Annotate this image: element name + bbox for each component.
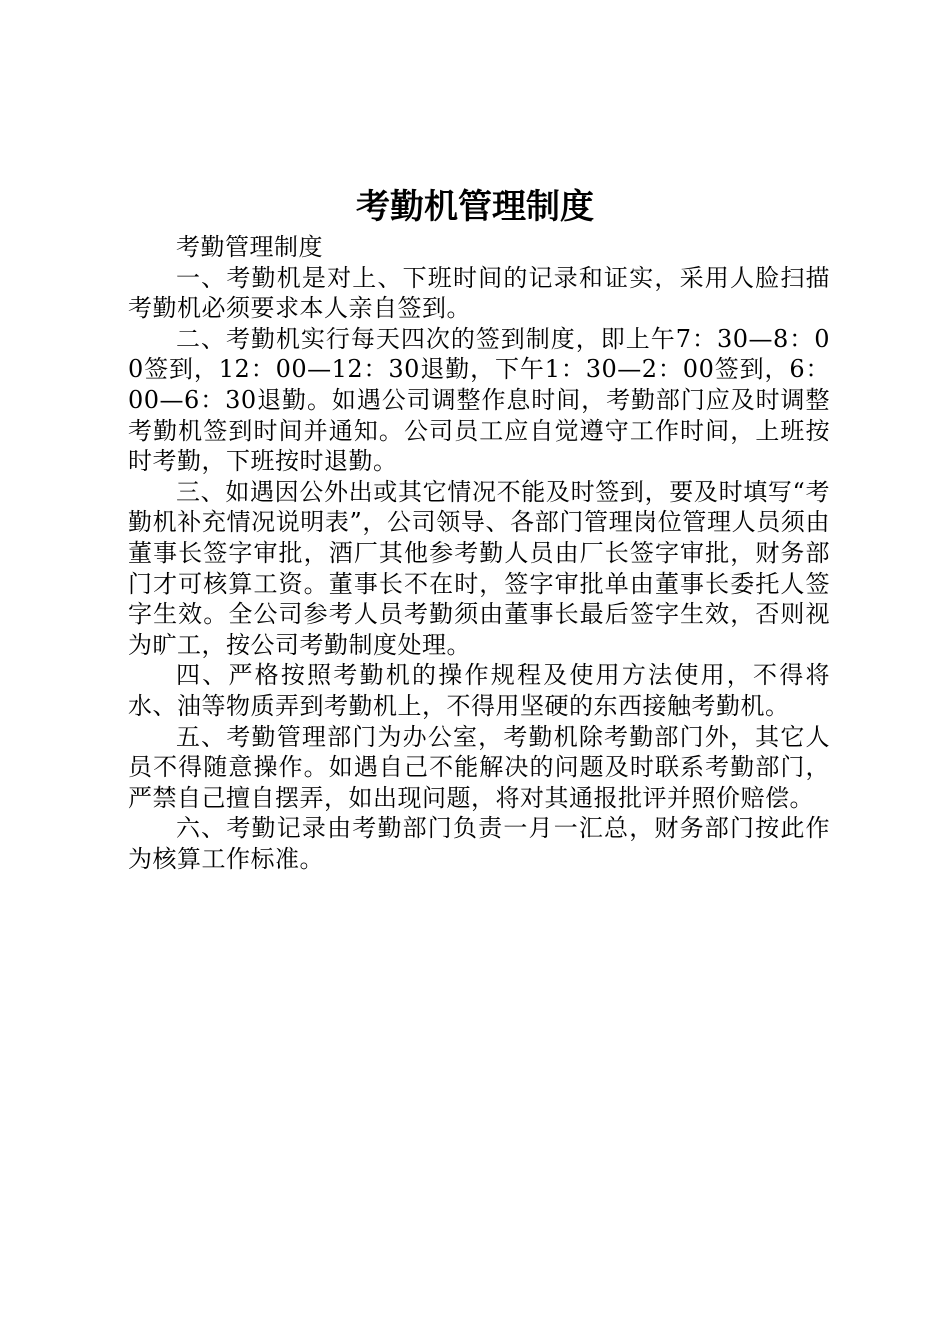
paragraph-heading: 考勤管理制度: [176, 233, 323, 261]
paragraph-rule-1: 一、考勤机是对上、下班时间的记录和证实，采用人脸扫描考勤机必须要求本人亲自签到。: [128, 263, 830, 323]
document-title: 考勤机管理制度: [356, 187, 594, 227]
paragraph-rule-2: 二、考勤机实行每天四次的签到制度，即上午7：30—8：00签到，12：00—12：30退勤，下午1：30—2：00签到，6：00—6：30退勤。如遇公司调整作息时间，考勤部门应及时调整考勤机签到时间并通知。公司员工应自觉遵守工作时间，上班按时考勤，下班按时退勤。: [128, 324, 830, 476]
paragraph-rule-6: 六、考勤记录由考勤部门负责一月一汇总，财务部门按此作为核算工作标准。: [128, 814, 830, 873]
paragraph-rule-3: 三、如遇因公外出或其它情况不能及时签到，要及时填写“考勤机补充情况说明表”，公司领导、各部门管理岗位管理人员须由董事长签字审批，酒厂其他参考勤人员由厂长签字审批，财务部门才可核算工资。董事长不在时，签字审批单由董事长委托人签字生效。全公司参考人员考勤须由董事长最后签字生效，否则视为旷工，按公司考勤制度处理。: [128, 477, 830, 659]
document-body: [128, 232, 830, 874]
paragraph-rule-4: 四、严格按照考勤机的操作规程及使用方法使用，不得将水、油等物质弄到考勤机上，不得用坚硬的东西接触考勤机。: [128, 661, 830, 720]
paragraph-rule-5: 五、考勤管理部门为办公室，考勤机除考勤部门外，其它人员不得随意操作。如遇自己不能解决的问题及时联系考勤部门，严禁自己擅自摆弄，如出现问题，将对其通报批评并照价赔偿。: [128, 722, 830, 812]
